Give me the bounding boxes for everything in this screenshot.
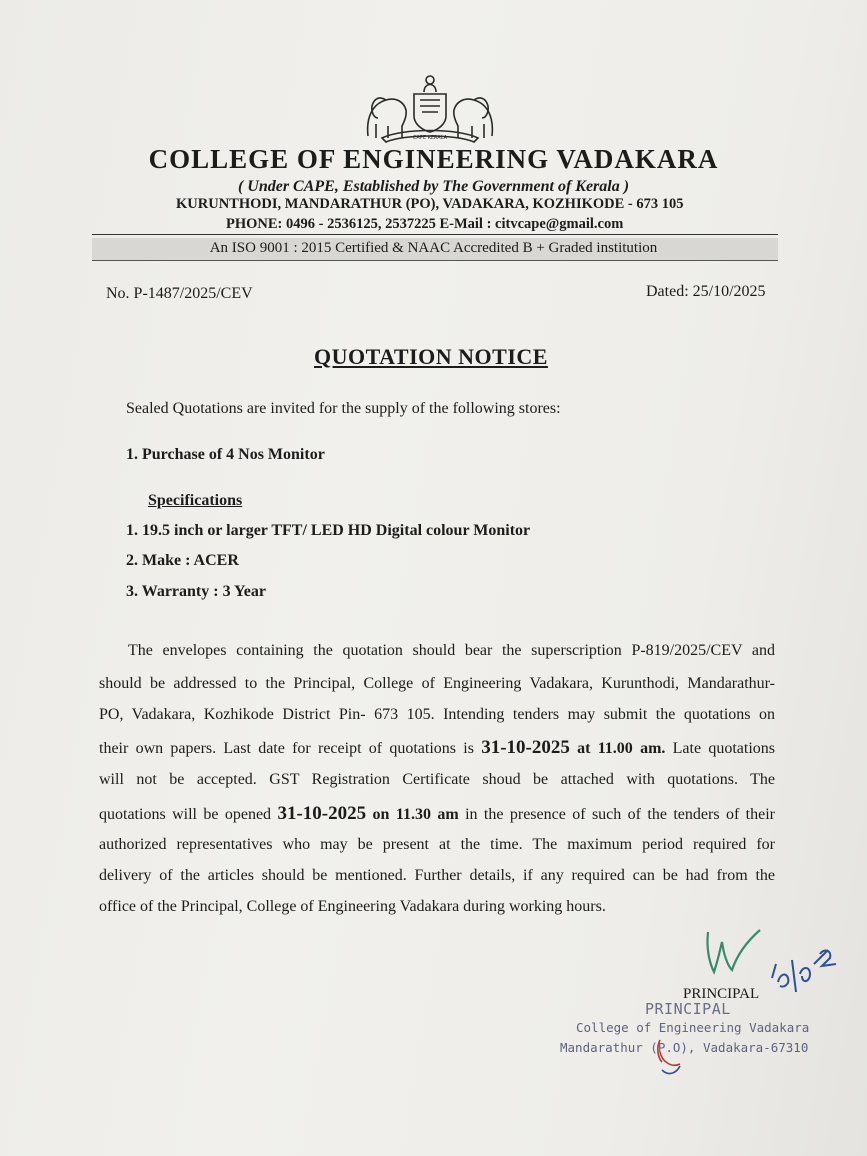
- spec-item: 1. 19.5 inch or larger TFT/ LED HD Digital colour Monitor: [126, 522, 531, 539]
- body-line: will not be accepted. GST Registration Certificate shoud be attached with quotations. The: [99, 771, 775, 788]
- intro-text: Sealed Quotations are invited for the supply of the following stores:: [126, 400, 561, 417]
- kerala-emblem-icon: [362, 72, 498, 144]
- stamp-college: College of Engineering Vadakara: [576, 1020, 810, 1035]
- signatory-designation: PRINCIPAL: [683, 986, 760, 1002]
- college-name: COLLEGE OF ENGINEERING VADAKARA: [148, 144, 719, 174]
- accreditation-text: An ISO 9001 : 2015 Certified & NAAC Accredited B + Graded institution: [209, 240, 658, 256]
- svg-text:CAPE KERALA: CAPE KERALA: [412, 135, 448, 141]
- body-line: quotations will be opened 31-10-2025 on 11.30 am in the presence of such of the tenders of their: [99, 803, 776, 824]
- header-divider: [92, 234, 778, 235]
- notice-title: QUOTATION NOTICE: [314, 344, 548, 369]
- institution-subline: ( Under CAPE, Established by The Government of Kerala ): [237, 178, 630, 195]
- contact-line: PHONE: 0496 - 2536125, 2537225 E-Mail : citvcape@gmail.com: [226, 216, 624, 232]
- college-address: KURUNTHODI, MANDARATHUR (PO), VADAKARA, KOZHIKODE - 673 105: [176, 196, 684, 212]
- opening-date: 31-10-2025: [277, 803, 367, 824]
- specifications-heading: Specifications: [148, 492, 243, 509]
- stamp-title: PRINCIPAL: [645, 1000, 731, 1018]
- body-line: authorized representatives who may be present at the time. The maximum period required for: [99, 836, 775, 853]
- spec-item: 2. Make : ACER: [126, 552, 239, 569]
- purchase-item: 1. Purchase of 4 Nos Monitor: [126, 446, 325, 463]
- body-line: The envelopes containing the quotation should bear the superscription P-819/2025/CEV and: [128, 642, 775, 659]
- body-line: PO, Vadakara, Kozhikode District Pin- 673 105. Intending tenders may submit the quotations on: [99, 706, 775, 723]
- last-date: 31-10-2025: [481, 737, 570, 758]
- body-line: should be addressed to the Principal, College of Engineering Vadakara, Kurunthodi, Mandarathur-: [99, 675, 775, 692]
- stamp-address: Mandarathur (P.O), Vadakara-67310: [560, 1040, 809, 1055]
- reference-number: No. P-1487/2025/CEV: [106, 285, 253, 302]
- body-line: office of the Principal, College of Engineering Vadakara during working hours.: [99, 898, 606, 915]
- body-line: their own papers. Last date for receipt of quotations is 31-10-2025 at 11.00 am. Late quotations: [99, 737, 775, 758]
- spec-item: 3. Warranty : 3 Year: [126, 583, 266, 600]
- issue-date: Dated: 25/10/2025: [646, 283, 766, 300]
- body-line: delivery of the articles should be mentioned. Further details, if any required can be had from the: [99, 867, 775, 884]
